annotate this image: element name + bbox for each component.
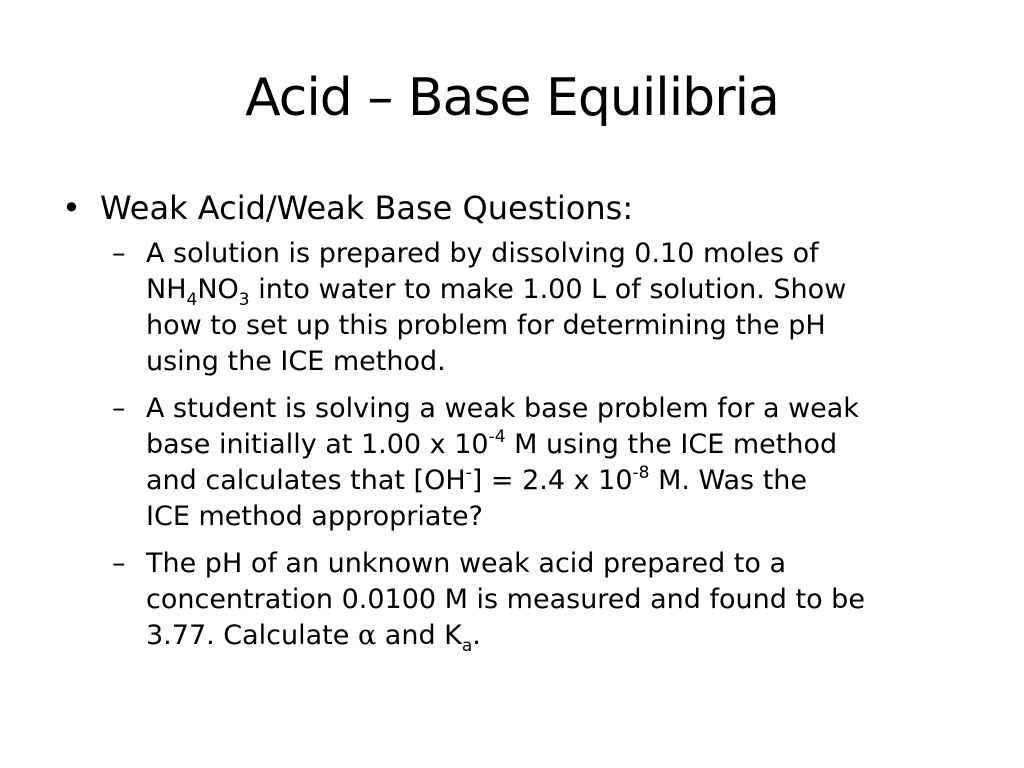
question-3: [112, 546, 972, 654]
q2-line-4: ICE method appropriate?: [146, 501, 483, 532]
q2-sup-charge: -: [465, 463, 472, 483]
q2-line-1: A student is solving a weak base problem for a weak: [146, 393, 859, 424]
q1-line-2: [146, 272, 972, 308]
question-2: [112, 391, 972, 535]
q1-no: NO: [197, 274, 239, 305]
q2-line-2-a: base initially at 1.00 x 10: [146, 429, 489, 460]
q2-line-3: [146, 463, 972, 499]
question-1: [112, 236, 972, 380]
q2-line-3-b: ] = 2.4 x 10: [471, 465, 633, 496]
q1-line-4: using the ICE method.: [146, 346, 446, 377]
q3-line-2: concentration 0.0100 M is measured and found to be: [146, 584, 865, 615]
q1-line-2-rest: into water to make 1.00 L of solution. Show: [249, 274, 847, 305]
q1-line-1: A solution is prepared by dissolving 0.10 moles of: [146, 238, 819, 269]
alpha-symbol: α: [357, 620, 377, 651]
q2-line-2-b: M using the ICE method: [505, 429, 838, 460]
q2-line-2: [146, 427, 972, 463]
dash-marker: –: [112, 548, 126, 579]
q3-line-3-b: and K: [376, 620, 462, 651]
q1-nh: NH: [146, 274, 187, 305]
q3-line-1: The pH of an unknown weak acid prepared to a: [146, 548, 787, 579]
q3-line-3: [146, 618, 972, 654]
q3-line-3-c: .: [472, 620, 481, 651]
dash-marker: –: [112, 238, 126, 269]
q2-sup-exp2: -8: [632, 463, 650, 483]
bullet-marker: •: [62, 189, 81, 227]
slide-title: Acid – Base Equilibria: [245, 68, 779, 128]
q1-sub-4: 4: [186, 290, 198, 310]
main-bullet-text: Weak Acid/Weak Base Questions:: [100, 189, 634, 227]
q3-line-3-a: 3.77. Calculate: [146, 620, 358, 651]
q2-sup-exp: -4: [488, 427, 506, 447]
q1-line-3: how to set up this problem for determining the pH: [146, 310, 826, 341]
q3-sub-a: a: [461, 636, 473, 656]
q2-line-3-c: M. Was the: [649, 465, 808, 496]
q1-sub-3: 3: [238, 290, 250, 310]
dash-marker: –: [112, 393, 126, 424]
q2-line-3-a: and calculates that [OH: [146, 465, 466, 496]
question-list: [112, 236, 972, 665]
